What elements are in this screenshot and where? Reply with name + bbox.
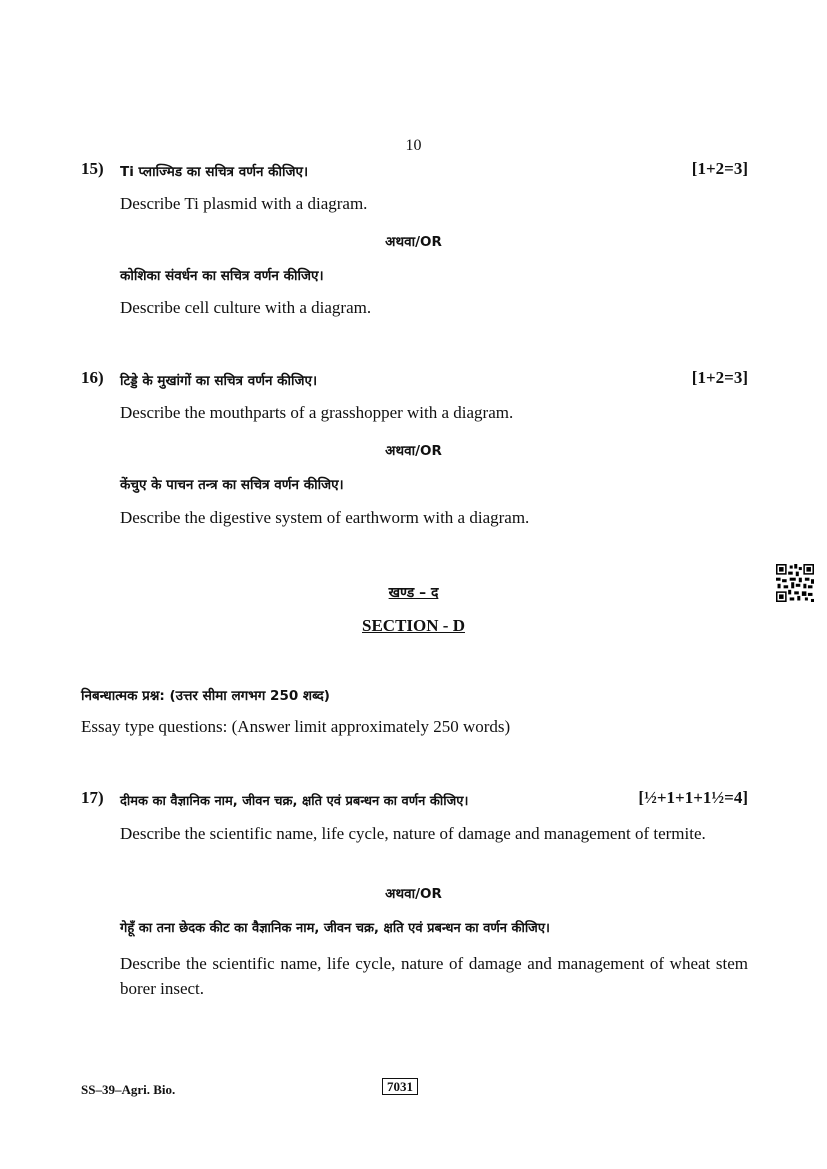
question-16-number: 16) [81, 368, 104, 387]
question-17-marks: [½+1+1+1½=4] [638, 788, 748, 807]
question-17-hindi: दीमक का वैज्ञानिक नाम, जीवन चक्र, क्षति एवं प्रबन्धन का वर्णन कीजिए। [120, 794, 469, 809]
question-15-alt-hindi: कोशिका संवर्धन का सचित्र वर्णन कीजिए। [120, 268, 324, 284]
question-16-hindi: टिड्डे के मुखांगों का सचित्र वर्णन कीजिए। [120, 373, 318, 389]
instruction-hindi: निबन्धात्मक प्रश्न: (उत्तर सीमा लगभग 250 शब्द) [81, 688, 330, 704]
question-16-alt-english: Describe the digestive system of earthworm with a diagram. [120, 508, 530, 527]
page-number: 10 [405, 137, 422, 154]
question-17-english: Describe the scientific name, life cycle, nature of damage and management of termite. [120, 824, 706, 843]
section-heading-hindi: खण्ड – द [388, 585, 439, 601]
footer-paper-number: 7031 [382, 1078, 418, 1095]
question-17-alt-hindi: गेहूँ का तना छेदक कीट का वैज्ञानिक नाम, जीवन चक्र, क्षति एवं प्रबन्धन का वर्णन कीजिए। [120, 921, 550, 936]
question-16-or: अथवा/OR [385, 443, 442, 459]
question-15-alt-english: Describe cell culture with a diagram. [120, 298, 372, 317]
footer-paper-number-box [382, 1078, 418, 1096]
question-17-number: 17) [81, 788, 104, 807]
question-15-marks: [1+2=3] [691, 159, 748, 178]
question-16-alt-hindi: केंचुए के पाचन तन्त्र का सचित्र वर्णन कीजिए। [120, 477, 344, 493]
question-15-english: Describe Ti plasmid with a diagram. [120, 194, 368, 213]
question-17-alt-english: Describe the scientific name, life cycle, nature of damage and management of wheat stem borer insect. [120, 954, 748, 998]
question-15-hindi: Ti प्लाज्मिड का सचित्र वर्णन कीजिए। [120, 164, 309, 180]
question-16-english: Describe the mouthparts of a grasshopper with a diagram. [120, 403, 514, 422]
question-15-number: 15) [81, 159, 104, 178]
question-15-or: अथवा/OR [385, 234, 442, 250]
question-16-marks: [1+2=3] [691, 368, 748, 387]
instruction-english: Essay type questions: (Answer limit approximately 250 words) [81, 717, 511, 736]
footer-code: SS–39–Agri. Bio. [81, 1082, 176, 1097]
section-heading-english: SECTION - D [362, 616, 465, 635]
question-17-or: अथवा/OR [385, 886, 442, 902]
